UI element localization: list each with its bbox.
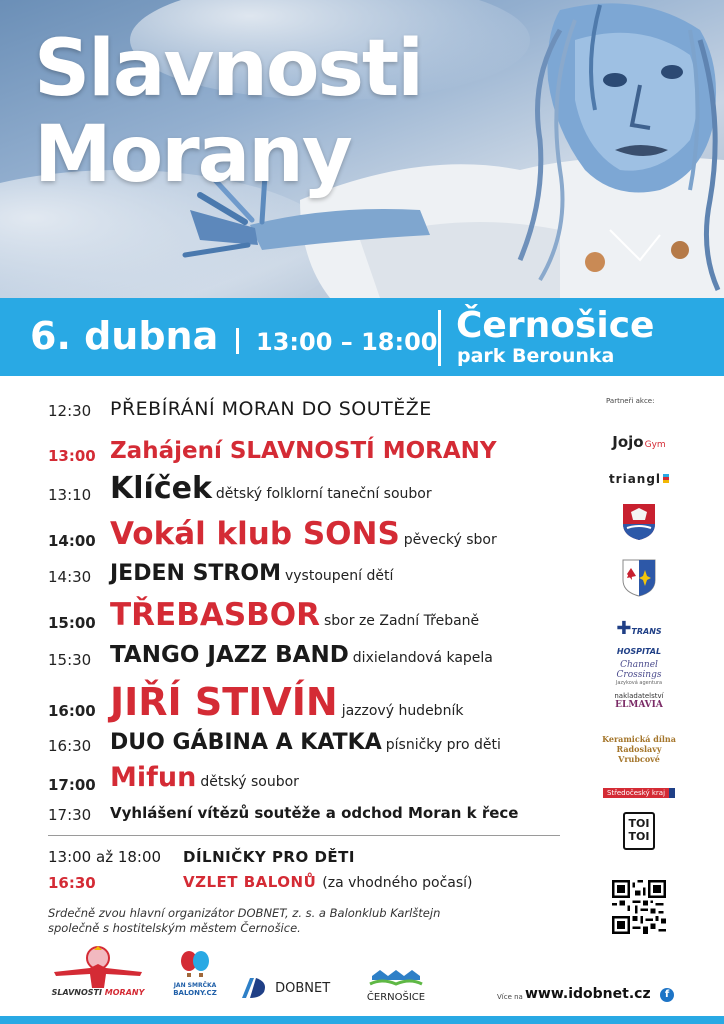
scarecrow-icon: [50, 944, 146, 988]
programme-time: 15:30: [48, 651, 92, 669]
partner-elmavia-logo: nakladatelství ELMAVIA: [614, 692, 664, 710]
website-lead: Více na: [497, 993, 523, 1001]
workshop-time: 13:00 až 18:00: [48, 848, 162, 866]
balloon-name: VZLET BALONŮ: [183, 873, 317, 891]
act-name: TANGO JAZZ BAND: [110, 642, 349, 668]
partner-coat-of-arms-2: [600, 558, 678, 602]
act-name: DUO GÁBINA A KATKA: [110, 730, 382, 755]
act-name: JIŘÍ STIVÍN: [110, 680, 338, 724]
act-name: Vokál klub SONS: [110, 516, 400, 552]
partner-trans-hospital-logo: ✚TRANS HOSPITAL: [616, 618, 662, 656]
event-time: 13:00 – 18:00: [256, 328, 438, 356]
act-name: PŘEBÍRÁNÍ MORAN DO SOUTĚŽE: [110, 398, 432, 420]
act-description: a odchod Moran k řece: [325, 804, 519, 822]
section-divider: [48, 835, 560, 836]
programme-act: [110, 730, 501, 755]
coat-of-arms-icon: [621, 558, 657, 598]
organizer-invitation: [48, 906, 440, 936]
title-line-1: Slavnosti: [34, 24, 422, 114]
partner-triangl-logo: triangl: [600, 468, 678, 487]
act-description: sbor ze Zadní Třebaně: [324, 613, 480, 629]
act-description: vystoupení dětí: [284, 568, 394, 584]
event-place: park Berounka: [457, 345, 615, 367]
band-divider: [236, 328, 239, 354]
qr-code[interactable]: [600, 880, 678, 938]
programme-act: [110, 642, 493, 668]
partners-heading: Partneři akce:: [606, 397, 655, 405]
programme-time: 14:30: [48, 568, 92, 586]
date-location-band: [0, 298, 724, 376]
dobnet-icon: [240, 976, 268, 1000]
partner-coat-of-arms-1: [600, 502, 678, 546]
website-link[interactable]: www.idobnet.cz: [525, 986, 651, 1002]
band-divider-tall: [438, 310, 441, 366]
event-city: Černošice: [456, 305, 655, 346]
cernosice-logo: ČERNOŠICE: [360, 966, 432, 1006]
act-name: Zahájení SLAVNOSTÍ MORANY: [110, 438, 497, 464]
programme-time: 13:00: [48, 447, 96, 465]
event-date: 6. dubna: [30, 314, 219, 358]
partner-stredocesky-kraj-logo: Středočeský kraj: [600, 780, 678, 799]
programme-time: 17:00: [48, 776, 96, 794]
programme-act: [110, 597, 479, 633]
programme-act: [110, 471, 432, 506]
invite-line-1: Srdečně zvou hlavní organizátor DOBNET, z. s. a Balonklub Karlštejn: [48, 906, 441, 920]
programme-time: 15:00: [48, 614, 96, 632]
qr-code-icon: [612, 880, 666, 934]
act-description: dětský folklorní taneční soubor: [215, 486, 432, 502]
act-description: písničky pro děti: [385, 737, 501, 753]
programme-time: 12:30: [48, 402, 92, 420]
programme-time: 17:30: [48, 806, 92, 824]
programme-time: 13:10: [48, 486, 92, 504]
facebook-icon[interactable]: f: [660, 988, 674, 1002]
partner-toitoi-logo: TOI TOI: [600, 812, 678, 850]
slavnosti-morany-logo: SLAVNOSTI MORANY: [50, 944, 146, 1006]
programme-time: 16:30: [48, 737, 92, 755]
programme-time: 16:00: [48, 702, 96, 720]
programme-act: [110, 804, 518, 822]
act-name: JEDEN STROM: [110, 561, 281, 586]
act-description: dětský soubor: [200, 774, 299, 790]
programme-act: [110, 438, 497, 464]
act-name: Klíček: [110, 471, 212, 506]
invite-line-2: společně s hostitelským městem Černošice.: [48, 921, 301, 935]
bottom-accent-bar: [0, 1016, 724, 1024]
coat-of-arms-icon: [621, 502, 657, 542]
act-name: Vyhlášení vítězů soutěže: [110, 804, 321, 822]
act-description: jazzový hudebník: [341, 703, 464, 719]
partner-channel-crossings-logo: Channel Crossings Jazyková agentura: [615, 660, 663, 686]
act-description: pěvecký sbor: [403, 532, 497, 548]
programme-act: [110, 398, 432, 420]
hero-image: [0, 0, 724, 298]
programme-act: [110, 762, 299, 793]
workshop-title: DÍLNIČKY PRO DĚTI: [183, 848, 355, 866]
page-title: [34, 26, 554, 198]
title-line-2: Morany: [34, 110, 351, 200]
dobnet-logo: DOBNET: [240, 976, 340, 1002]
programme-act: [110, 561, 393, 586]
partner-keramicka-dilna-logo: Keramická dílna Radoslavy Vrubcové: [602, 734, 676, 764]
balloon-icon: [177, 950, 213, 978]
balloon-title: [183, 873, 473, 891]
act-name: TŘEBASBOR: [110, 597, 320, 633]
cernosice-waves-icon: [366, 966, 426, 988]
act-description: dixielandová kapela: [352, 650, 493, 666]
balloon-note: (za vhodného počasí): [322, 875, 473, 891]
partner-jojo-gym-logo: JojoGym: [612, 433, 666, 451]
programme-act: [110, 516, 497, 552]
programme-act: [110, 680, 463, 724]
programme-time: 14:00: [48, 532, 96, 550]
balony-logo: JAN SMRČKA BALONY.CZ: [168, 950, 222, 1008]
act-name: Mifun: [110, 762, 197, 793]
balloon-time: 16:30: [48, 874, 96, 892]
